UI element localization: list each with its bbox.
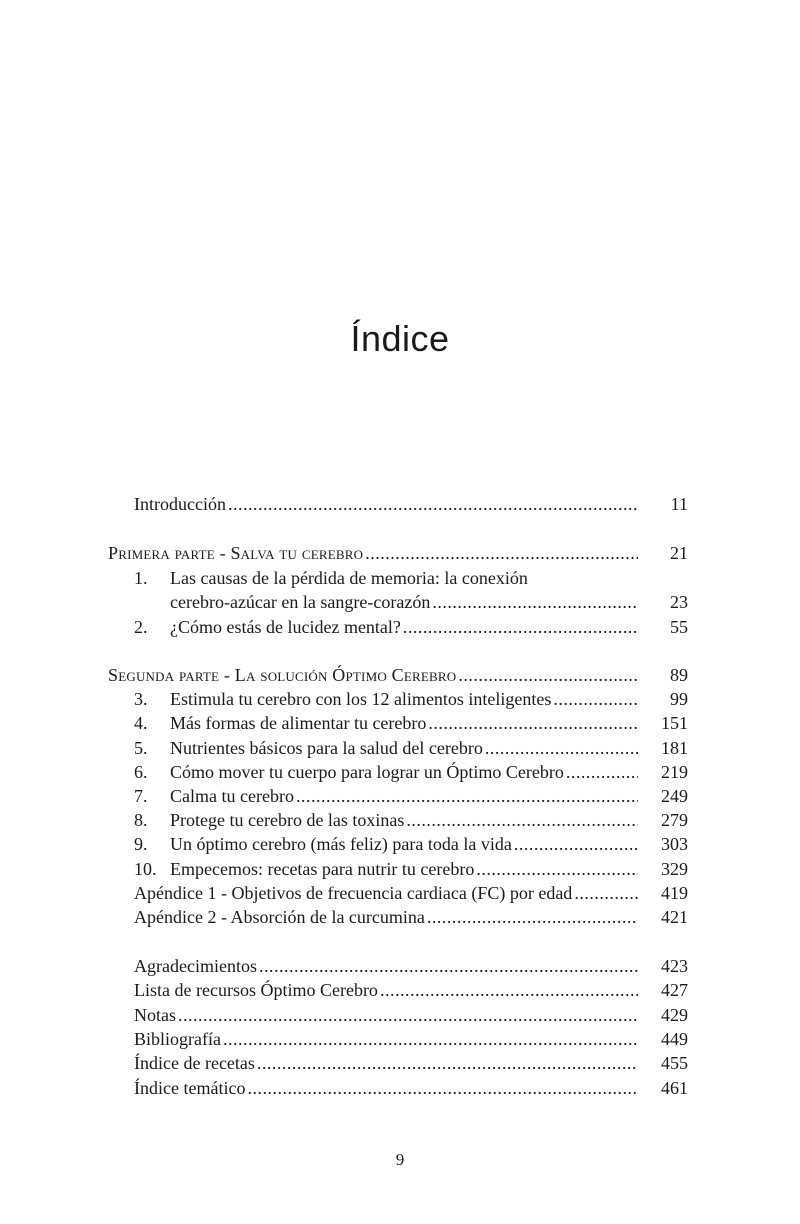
- toc-entry-label: Estimula tu cerebro con los 12 alimentos inteligentes: [170, 689, 552, 709]
- toc-chapter-4[interactable]: [134, 711, 640, 735]
- toc-chapter-6[interactable]: [134, 760, 640, 784]
- toc-entry-label: Primera parte - Salva tu cerebro: [108, 543, 364, 563]
- toc-entry-label: Segunda parte - La solución Óptimo Cerebro: [108, 665, 457, 685]
- toc-entry-label: Índice temático: [134, 1078, 246, 1098]
- toc-part-segunda[interactable]: [108, 663, 640, 687]
- toc-page-number: 21: [670, 543, 688, 563]
- toc-page-number: 11: [670, 494, 688, 514]
- toc-entry-bibliografia[interactable]: [134, 1027, 640, 1051]
- toc-chapter-1[interactable]: [134, 566, 640, 590]
- toc-chapter-10[interactable]: [134, 857, 640, 881]
- toc-appendix-2[interactable]: [134, 905, 640, 929]
- toc-page-number: 329: [661, 859, 688, 879]
- chapter-number: 7.: [134, 786, 148, 806]
- toc-page-number: 419: [661, 883, 688, 903]
- toc-page-number: 55: [670, 617, 688, 637]
- toc-entry-label: Empecemos: recetas para nutrir tu cerebro: [170, 859, 475, 879]
- chapter-number: 4.: [134, 713, 148, 733]
- dot-leader: [574, 881, 638, 905]
- dot-leader: [380, 978, 638, 1002]
- page-title: Índice: [350, 318, 450, 359]
- toc-chapter-5[interactable]: [134, 736, 640, 760]
- dot-leader: [247, 1076, 638, 1100]
- dot-leader: [476, 857, 638, 881]
- toc-entry-label: Las causas de la pérdida de memoria: la conexión: [170, 568, 528, 588]
- chapter-number: 3.: [134, 689, 148, 709]
- toc-entry-indice-recetas[interactable]: [134, 1051, 640, 1075]
- page-number: 9: [395, 1150, 405, 1169]
- toc-page-number: 181: [661, 738, 688, 758]
- toc-entry-label: Protege tu cerebro de las toxinas: [170, 810, 405, 830]
- toc-entry-label: Un óptimo cerebro (más feliz) para toda la vida: [170, 834, 512, 854]
- chapter-number: 1.: [134, 568, 148, 588]
- toc-entry-label: Nutrientes básicos para la salud del cerebro: [170, 738, 483, 758]
- dot-leader: [365, 541, 638, 565]
- toc-entry-label: Bibliografía: [134, 1029, 221, 1049]
- toc-entry-notas[interactable]: [134, 1003, 640, 1027]
- toc-page-number: 99: [670, 689, 688, 709]
- dot-leader: [406, 808, 638, 832]
- toc-page-number: 427: [661, 980, 688, 1000]
- toc-chapter-1-continued[interactable]: [170, 590, 640, 614]
- dot-leader: [566, 760, 638, 784]
- chapter-number: 10.: [134, 859, 157, 879]
- toc-chapter-9[interactable]: [134, 832, 640, 856]
- chapter-number: 2.: [134, 617, 148, 637]
- toc-entry-label: ¿Cómo estás de lucidez mental?: [170, 617, 401, 637]
- chapter-number: 8.: [134, 810, 148, 830]
- toc-entry-indice-tematico[interactable]: [134, 1076, 640, 1100]
- dot-leader: [403, 615, 638, 639]
- dot-leader: [178, 1003, 638, 1027]
- toc-page-number: 89: [670, 665, 688, 685]
- dot-leader: [259, 954, 638, 978]
- toc-page-number: 423: [661, 956, 688, 976]
- toc-page-number: 23: [670, 592, 688, 612]
- toc-part-primera[interactable]: [108, 541, 640, 565]
- toc-page-number: 151: [661, 713, 688, 733]
- toc-entry-introduccion[interactable]: [134, 492, 640, 516]
- toc-entry-label: Cómo mover tu cuerpo para lograr un Óptimo Cerebro: [170, 762, 564, 782]
- toc-entry-label: Más formas de alimentar tu cerebro: [170, 713, 427, 733]
- dot-leader: [228, 492, 638, 516]
- dot-leader: [553, 687, 638, 711]
- dot-leader: [458, 663, 638, 687]
- toc-appendix-1[interactable]: [134, 881, 640, 905]
- toc-entry-agradecimientos[interactable]: [134, 954, 640, 978]
- toc-page-number: 429: [661, 1005, 688, 1025]
- dot-leader: [427, 905, 638, 929]
- dot-leader: [223, 1027, 638, 1051]
- dot-leader: [296, 784, 638, 808]
- chapter-number: 6.: [134, 762, 148, 782]
- toc-page-number: 279: [661, 810, 688, 830]
- toc-page-number: 249: [661, 786, 688, 806]
- toc-entry-lista-recursos[interactable]: [134, 978, 640, 1002]
- toc-page-number: 219: [661, 762, 688, 782]
- toc-entry-label: Calma tu cerebro: [170, 786, 294, 806]
- toc-chapter-2[interactable]: [134, 615, 640, 639]
- dot-leader: [432, 590, 638, 614]
- toc-entry-label: Notas: [134, 1005, 176, 1025]
- toc-entry-label: Agradecimientos: [134, 956, 257, 976]
- toc-entry-label: Lista de recursos Óptimo Cerebro: [134, 980, 378, 1000]
- toc-entry-label: Apéndice 1 - Objetivos de frecuencia cardiaca (FC) por edad: [134, 883, 573, 903]
- toc-entry-label: Apéndice 2 - Absorción de la curcumina: [134, 907, 425, 927]
- toc-chapter-8[interactable]: [134, 808, 640, 832]
- toc-page-number: 449: [661, 1029, 688, 1049]
- dot-leader: [257, 1051, 638, 1075]
- toc-chapter-3[interactable]: [134, 687, 640, 711]
- toc-page-number: 461: [661, 1078, 688, 1098]
- toc-entry-label: Índice de recetas: [134, 1053, 255, 1073]
- dot-leader: [485, 736, 638, 760]
- toc-entry-label: cerebro-azúcar en la sangre-corazón: [170, 592, 431, 612]
- toc-chapter-7[interactable]: [134, 784, 640, 808]
- dot-leader: [428, 711, 638, 735]
- toc-entry-label: Introducción: [134, 494, 226, 514]
- toc-page-number: 303: [661, 834, 688, 854]
- toc-page-number: 421: [661, 907, 688, 927]
- dot-leader: [514, 832, 638, 856]
- toc-page-number: 455: [661, 1053, 688, 1073]
- chapter-number: 9.: [134, 834, 148, 854]
- chapter-number: 5.: [134, 738, 148, 758]
